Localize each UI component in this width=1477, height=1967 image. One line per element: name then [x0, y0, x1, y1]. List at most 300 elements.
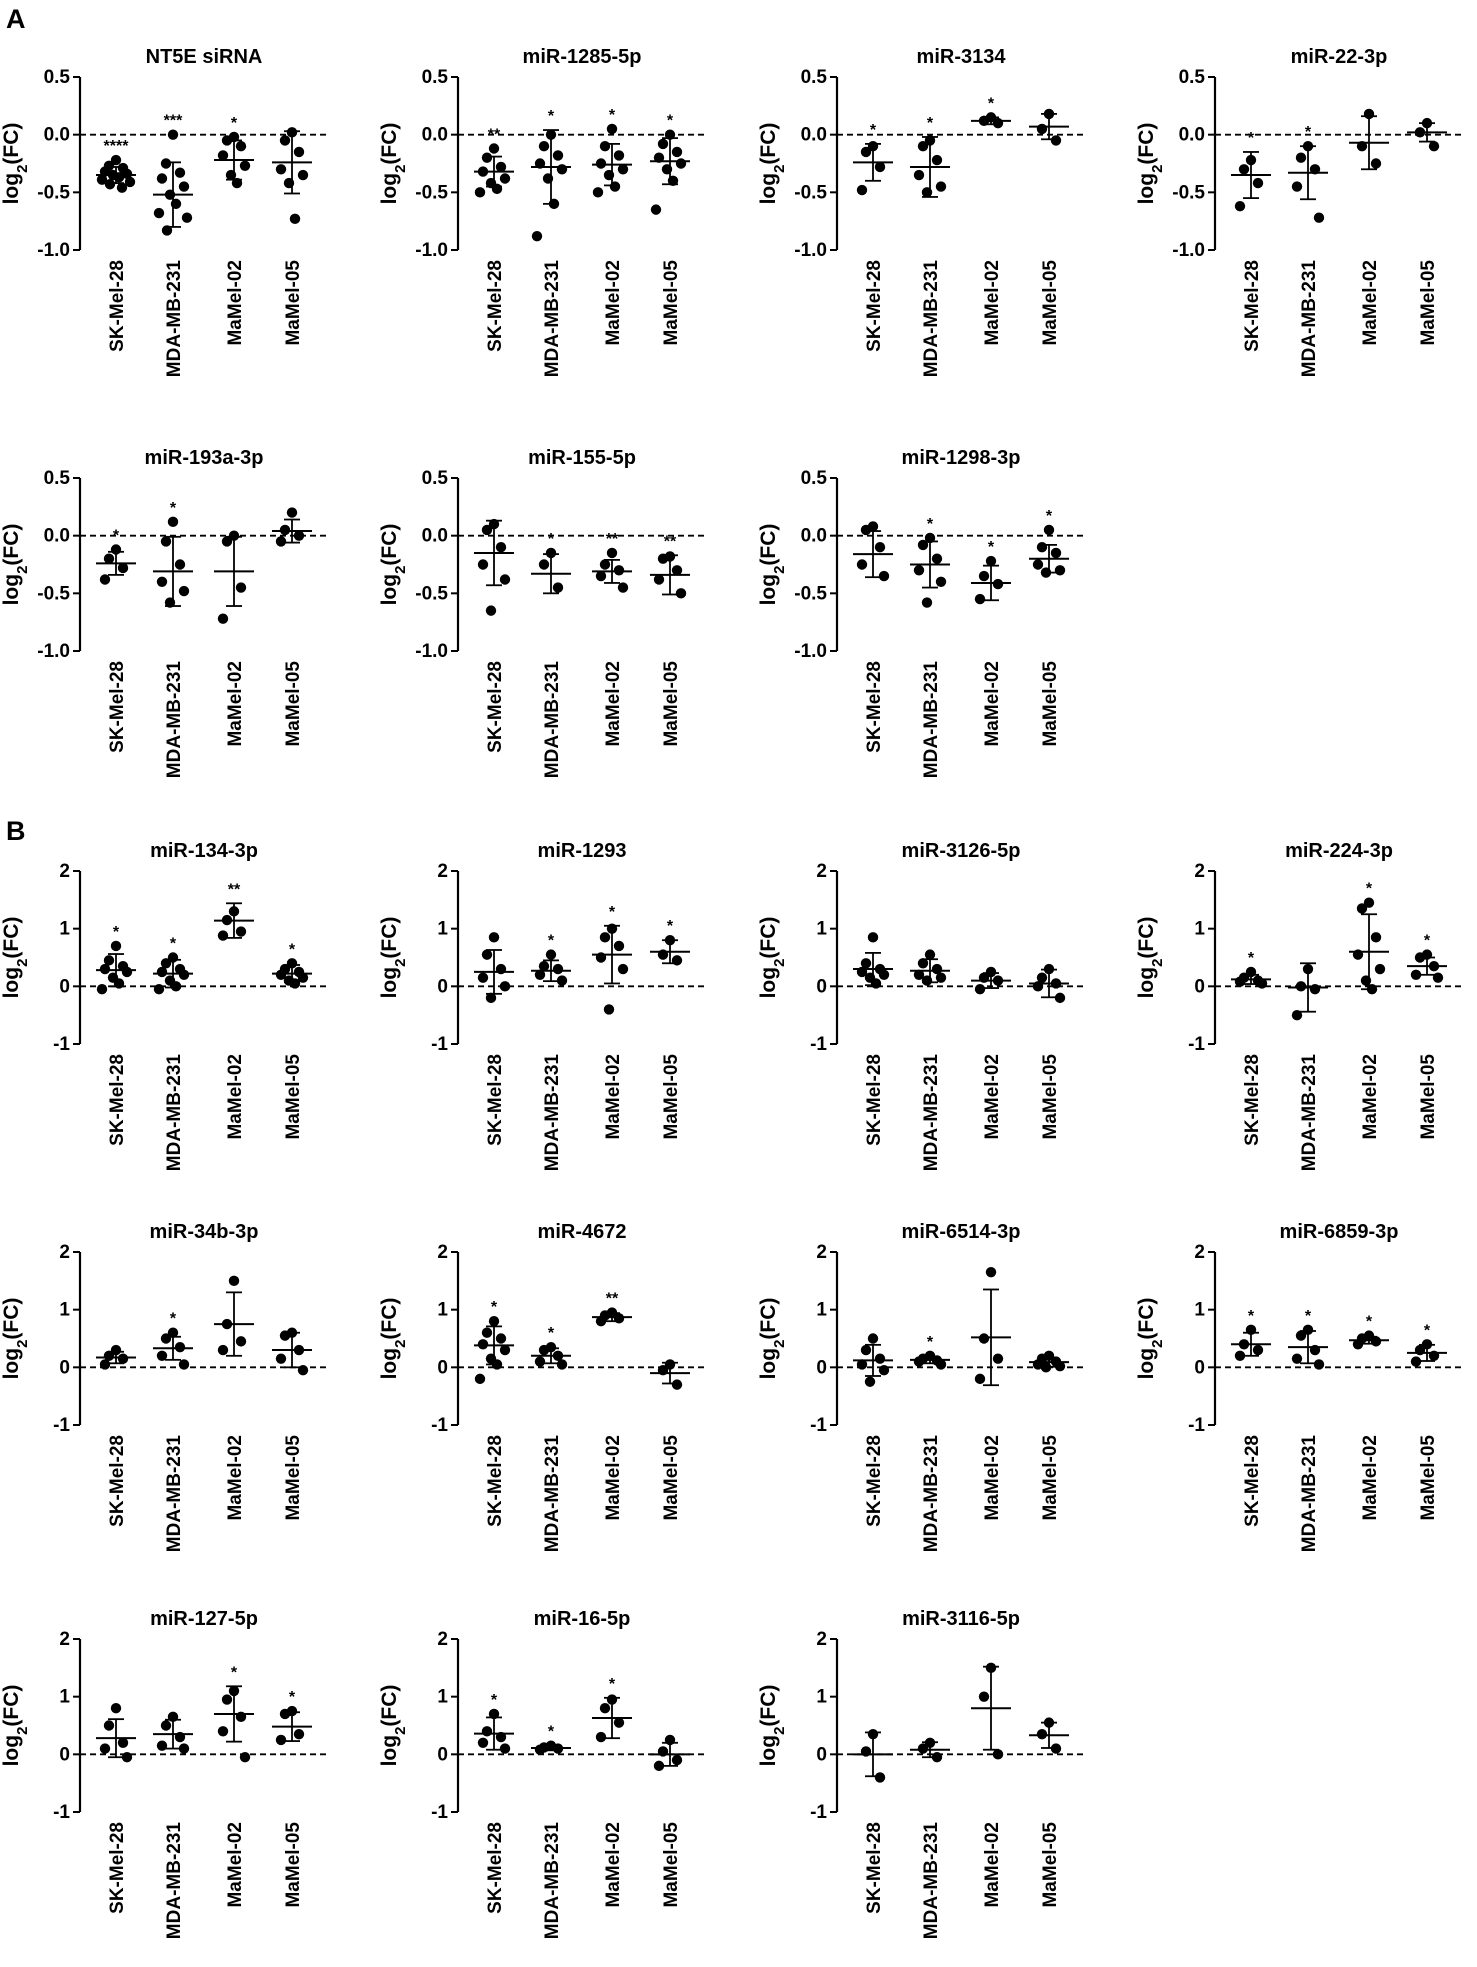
data-point	[280, 1709, 290, 1719]
data-point	[604, 1004, 614, 1014]
panel-11	[1135, 840, 1463, 1171]
significance-label: *	[547, 932, 555, 950]
data-point	[918, 1743, 928, 1753]
x-category-label: MaMel-05	[661, 1822, 682, 1908]
x-category-label: SK-Mel-28	[107, 661, 128, 753]
panel-title: miR-1293	[537, 840, 627, 862]
x-category-label: MDA-MB-231	[164, 1054, 185, 1172]
x-category-label: SK-Mel-28	[485, 661, 506, 753]
data-point	[1253, 178, 1263, 188]
data-point	[676, 158, 686, 168]
data-point	[1310, 984, 1320, 994]
data-point	[600, 932, 610, 942]
y-axis-label: $\log_2(FC)$	[757, 1297, 788, 1380]
data-point	[161, 1333, 171, 1343]
y-tick-label: 0.0	[43, 124, 70, 146]
data-point	[651, 204, 661, 214]
x-category-label: MaMel-02	[603, 1822, 624, 1908]
data-point	[539, 559, 549, 569]
significance-label: *	[490, 1691, 498, 1709]
data-point	[879, 1365, 889, 1375]
data-point	[496, 1333, 506, 1343]
data-point	[875, 1353, 885, 1363]
x-category-label: SK-Mel-28	[1242, 1054, 1263, 1146]
significance-label: ***	[163, 112, 183, 130]
data-point	[179, 970, 189, 980]
y-tick-label: -0.5	[37, 182, 70, 204]
significance-label: *	[1247, 949, 1255, 967]
y-tick-label: 2	[59, 861, 70, 882]
significance-label: *	[230, 114, 238, 132]
data-point	[161, 1720, 171, 1730]
data-point	[875, 1772, 885, 1782]
panel-title: miR-22-3p	[1290, 46, 1388, 68]
panel-18	[757, 1608, 1085, 1939]
significance-label: *	[926, 1333, 934, 1351]
significance-label: *	[666, 112, 674, 130]
data-point	[298, 170, 308, 180]
significance-label: *	[987, 95, 995, 113]
data-point	[236, 141, 246, 151]
x-category-label: SK-Mel-28	[107, 1435, 128, 1527]
x-category-label: MaMel-02	[603, 1054, 624, 1140]
data-point	[489, 1316, 499, 1326]
data-point	[218, 930, 228, 940]
y-axis-label: $\log_2(FC)$	[1135, 1297, 1166, 1380]
x-category-label: MaMel-02	[225, 1435, 246, 1521]
y-axis-label: $\log_2(FC)$	[378, 523, 409, 606]
x-category-label: MaMel-05	[1418, 1054, 1439, 1140]
data-point	[975, 594, 985, 604]
x-category-label: MaMel-05	[1040, 661, 1061, 747]
y-tick-label: -1	[53, 1802, 70, 1823]
data-point	[914, 1356, 924, 1366]
data-point	[596, 158, 606, 168]
x-category-label: SK-Mel-28	[107, 1822, 128, 1914]
panel-5	[0, 447, 328, 778]
data-point	[600, 559, 610, 569]
data-point	[1235, 201, 1245, 211]
data-point	[175, 1342, 185, 1352]
data-point	[1235, 977, 1245, 987]
significance-label: *	[547, 530, 555, 548]
data-point	[482, 949, 492, 959]
y-axis-label: $\log_2(FC)$	[757, 122, 788, 205]
panel-title: miR-16-5p	[533, 1608, 631, 1630]
x-category-label: MDA-MB-231	[1299, 1054, 1320, 1172]
panel-title: miR-155-5p	[528, 447, 636, 469]
y-tick-label: -0.5	[794, 182, 827, 204]
x-category-label: MaMel-05	[661, 661, 682, 747]
data-point	[1037, 124, 1047, 134]
x-category-label: MaMel-02	[982, 661, 1003, 747]
data-point	[1371, 1336, 1381, 1346]
data-point	[879, 970, 889, 980]
data-point	[97, 984, 107, 994]
x-category-label: MDA-MB-231	[164, 1822, 185, 1940]
data-point	[539, 1345, 549, 1355]
data-point	[478, 972, 488, 982]
data-point	[500, 173, 510, 183]
significance-label: *	[926, 515, 934, 533]
data-point	[593, 187, 603, 197]
data-point	[861, 147, 871, 157]
panel-15	[1135, 1221, 1463, 1552]
data-point	[553, 150, 563, 160]
panel-1	[0, 46, 328, 377]
x-category-label: SK-Mel-28	[1242, 1435, 1263, 1527]
y-tick-label: 0	[1194, 976, 1205, 998]
data-point	[489, 143, 499, 153]
y-tick-label: -0.5	[415, 583, 448, 605]
data-point	[168, 129, 178, 139]
significance-label: *	[608, 903, 616, 921]
panel-title: miR-1285-5p	[522, 46, 642, 68]
y-tick-label: 0	[437, 976, 448, 998]
data-point	[918, 141, 928, 151]
significance-label: *	[1365, 1313, 1373, 1331]
data-point	[557, 1359, 567, 1369]
x-category-label: MaMel-05	[661, 1435, 682, 1521]
y-tick-label: -1.0	[37, 641, 70, 662]
significance-label: *	[987, 539, 995, 557]
significance-label: *	[1365, 880, 1373, 898]
data-point	[280, 525, 290, 535]
y-axis-label: $\log_2(FC)$	[1135, 122, 1166, 205]
data-point	[614, 941, 624, 951]
y-tick-label: 0	[437, 1744, 448, 1766]
data-point	[875, 542, 885, 552]
y-tick-label: 1	[59, 918, 70, 940]
data-point	[658, 139, 668, 149]
data-point	[1375, 964, 1385, 974]
data-point	[161, 158, 171, 168]
data-point	[175, 559, 185, 569]
y-tick-label: -1.0	[415, 641, 448, 662]
x-category-label: MaMel-05	[283, 1822, 304, 1908]
x-category-label: MaMel-05	[283, 1054, 304, 1140]
y-axis-label: $\log_2(FC)$	[0, 1684, 31, 1767]
y-tick-label: 2	[59, 1629, 70, 1650]
data-point	[1314, 1359, 1324, 1369]
panel-10	[757, 840, 1085, 1171]
data-point	[276, 1353, 286, 1363]
significance-label: *	[1247, 1307, 1255, 1325]
data-point	[222, 536, 232, 546]
panel-title: miR-3134	[916, 46, 1006, 68]
x-category-label: MaMel-05	[1418, 260, 1439, 346]
x-category-label: SK-Mel-28	[485, 1054, 506, 1146]
data-point	[936, 577, 946, 587]
y-tick-label: 0.5	[421, 468, 448, 489]
data-point	[932, 155, 942, 165]
y-axis-label: $\log_2(FC)$	[378, 1684, 409, 1767]
data-point	[1292, 181, 1302, 191]
y-tick-label: 1	[59, 1299, 70, 1321]
x-category-label: MDA-MB-231	[542, 260, 563, 378]
significance-label: *	[1423, 932, 1431, 950]
significance-label: **	[227, 881, 241, 899]
y-tick-label: 2	[1194, 861, 1205, 882]
data-point	[975, 984, 985, 994]
data-point	[179, 1359, 189, 1369]
data-point	[182, 213, 192, 223]
section-label-b: B	[6, 816, 26, 846]
data-point	[1314, 213, 1324, 223]
data-point	[500, 981, 510, 991]
data-point	[614, 565, 624, 575]
y-tick-label: 1	[437, 1299, 448, 1321]
data-point	[117, 183, 127, 193]
x-category-label: SK-Mel-28	[485, 260, 506, 352]
significance-label: *	[112, 527, 120, 545]
x-category-label: SK-Mel-28	[864, 260, 885, 352]
x-category-label: MaMel-02	[982, 1054, 1003, 1140]
significance-label: *	[608, 1675, 616, 1693]
x-category-label: SK-Mel-28	[864, 661, 885, 753]
x-category-label: MDA-MB-231	[542, 1435, 563, 1553]
data-point	[607, 548, 617, 558]
data-point	[240, 161, 250, 171]
x-category-label: MaMel-05	[283, 1435, 304, 1521]
data-point	[1051, 135, 1061, 145]
significance-label: *	[169, 499, 177, 517]
data-point	[100, 964, 110, 974]
data-point	[179, 181, 189, 191]
data-point	[294, 147, 304, 157]
x-category-label: MaMel-02	[603, 1435, 624, 1521]
data-point	[489, 932, 499, 942]
y-tick-label: 2	[59, 1242, 70, 1263]
y-axis-label: $\log_2(FC)$	[1135, 916, 1166, 999]
section-label-a: A	[6, 4, 26, 34]
data-point	[222, 1694, 232, 1704]
x-category-label: MaMel-05	[1040, 1435, 1061, 1521]
panel-title: miR-193a-3p	[144, 447, 264, 469]
x-category-label: SK-Mel-28	[1242, 260, 1263, 352]
panel-title: miR-4672	[537, 1221, 627, 1243]
panel-title: miR-3116-5p	[902, 1608, 1020, 1630]
x-category-label: MaMel-05	[661, 1054, 682, 1140]
data-point	[868, 932, 878, 942]
data-point	[168, 517, 178, 527]
data-point	[618, 582, 628, 592]
panel-16	[0, 1608, 328, 1939]
data-point	[218, 1345, 228, 1355]
data-point	[979, 571, 989, 581]
x-category-label: MaMel-02	[982, 1822, 1003, 1908]
data-point	[979, 1691, 989, 1701]
y-tick-label: -1	[810, 1034, 827, 1055]
panel-9	[378, 840, 706, 1171]
data-point	[1371, 932, 1381, 942]
y-axis-label: $\log_2(FC)$	[0, 523, 31, 606]
panel-13	[378, 1221, 706, 1552]
significance-label: ****	[103, 138, 129, 156]
data-point	[218, 1726, 228, 1736]
y-axis-label: $\log_2(FC)$	[757, 916, 788, 999]
data-point	[535, 1356, 545, 1366]
y-tick-label: -1	[1188, 1415, 1205, 1436]
y-tick-label: 2	[816, 1242, 827, 1263]
y-tick-label: 1	[437, 1686, 448, 1708]
panel-title: miR-1298-3p	[901, 447, 1021, 469]
significance-label: *	[288, 1689, 296, 1707]
data-point	[1357, 903, 1367, 913]
data-point	[672, 1379, 682, 1389]
y-axis-label: $\log_2(FC)$	[757, 523, 788, 606]
x-category-label: SK-Mel-28	[485, 1822, 506, 1914]
data-point	[914, 565, 924, 575]
panel-2	[378, 46, 706, 377]
data-point	[500, 574, 510, 584]
data-point	[496, 542, 506, 552]
y-tick-label: 0.0	[421, 124, 448, 146]
panel-title: NT5E siRNA	[145, 46, 263, 68]
x-category-label: SK-Mel-28	[864, 1435, 885, 1527]
panel-title: miR-127-5p	[150, 1608, 258, 1630]
x-category-label: SK-Mel-28	[107, 260, 128, 352]
y-tick-label: -1.0	[794, 641, 827, 662]
y-tick-label: 0.0	[800, 525, 827, 547]
data-point	[868, 1333, 878, 1343]
panel-17	[378, 1608, 706, 1939]
x-category-label: MaMel-02	[225, 260, 246, 346]
x-category-label: MDA-MB-231	[921, 661, 942, 779]
data-point	[122, 967, 132, 977]
data-point	[676, 588, 686, 598]
data-point	[993, 579, 1003, 589]
x-category-label: MDA-MB-231	[921, 1822, 942, 1940]
y-tick-label: 1	[816, 918, 827, 940]
y-tick-label: -1	[431, 1415, 448, 1436]
y-tick-label: -1	[810, 1415, 827, 1436]
panel-6	[378, 447, 706, 778]
significance-label: *	[1304, 1307, 1312, 1325]
y-tick-label: 1	[816, 1299, 827, 1321]
x-category-label: MDA-MB-231	[164, 661, 185, 779]
data-point	[118, 1353, 128, 1363]
data-point	[1296, 153, 1306, 163]
data-point	[100, 574, 110, 584]
data-point	[478, 1339, 488, 1349]
y-tick-label: 0	[59, 1357, 70, 1379]
data-point	[993, 1749, 1003, 1759]
panel-12	[0, 1221, 328, 1552]
significance-label: *	[869, 121, 877, 139]
y-axis-label: $\log_2(FC)$	[0, 122, 31, 205]
x-category-label: MaMel-02	[1360, 1435, 1381, 1521]
y-axis-label: $\log_2(FC)$	[378, 1297, 409, 1380]
data-point	[294, 1729, 304, 1739]
data-point	[1296, 981, 1306, 991]
data-point	[936, 972, 946, 982]
y-tick-label: -1.0	[37, 240, 70, 261]
data-point	[936, 181, 946, 191]
panel-14	[757, 1221, 1085, 1552]
y-tick-label: 0	[816, 1357, 827, 1379]
data-point	[1429, 141, 1439, 151]
data-point	[486, 605, 496, 615]
x-category-label: MaMel-02	[225, 661, 246, 747]
y-tick-label: 2	[816, 861, 827, 882]
significance-label: **	[605, 530, 619, 548]
x-category-label: MaMel-05	[1040, 260, 1061, 346]
data-point	[861, 525, 871, 535]
data-point	[276, 1735, 286, 1745]
data-point	[1292, 1353, 1302, 1363]
panel-title: miR-6859-3p	[1279, 1221, 1399, 1243]
significance-label: **	[605, 1290, 619, 1308]
data-point	[478, 1738, 488, 1748]
significance-label: **	[663, 533, 677, 551]
data-point	[290, 214, 300, 224]
x-category-label: MaMel-02	[603, 260, 624, 346]
data-point	[607, 124, 617, 134]
x-category-label: SK-Mel-28	[107, 1054, 128, 1146]
data-point	[986, 556, 996, 566]
data-point	[922, 597, 932, 607]
data-point	[154, 208, 164, 218]
panel-3	[757, 46, 1085, 377]
data-point	[157, 173, 167, 183]
significance-label: *	[608, 106, 616, 124]
y-tick-label: 2	[437, 1242, 448, 1263]
data-point	[475, 1374, 485, 1384]
significance-label: *	[1304, 124, 1312, 142]
data-point	[276, 536, 286, 546]
y-tick-label: -1	[431, 1802, 448, 1823]
x-category-label: MDA-MB-231	[542, 661, 563, 779]
significance-label: *	[547, 1723, 555, 1741]
data-point	[236, 582, 246, 592]
y-tick-label: -0.5	[37, 583, 70, 605]
data-point	[1037, 1729, 1047, 1739]
data-point	[240, 1752, 250, 1762]
data-point	[861, 1345, 871, 1355]
x-category-label: MaMel-05	[283, 260, 304, 346]
data-point	[229, 1276, 239, 1286]
y-axis-label: $\log_2(FC)$	[757, 1684, 788, 1767]
data-point	[672, 147, 682, 157]
data-point	[280, 135, 290, 145]
data-point	[914, 170, 924, 180]
significance-label: *	[230, 1664, 238, 1682]
data-point	[157, 967, 167, 977]
y-tick-label: 0	[816, 1744, 827, 1766]
y-tick-label: -1.0	[415, 240, 448, 261]
y-tick-label: 0.5	[1178, 67, 1205, 88]
data-point	[857, 185, 867, 195]
data-point	[1037, 542, 1047, 552]
data-point	[157, 577, 167, 587]
y-tick-label: 2	[1194, 1242, 1205, 1263]
x-category-label: MDA-MB-231	[921, 260, 942, 378]
data-point	[478, 559, 488, 569]
data-point	[1296, 1330, 1306, 1340]
y-tick-label: 2	[437, 1629, 448, 1650]
data-point	[104, 1720, 114, 1730]
x-category-label: MDA-MB-231	[921, 1435, 942, 1553]
y-tick-label: -1.0	[794, 240, 827, 261]
data-point	[482, 153, 492, 163]
data-point	[993, 118, 1003, 128]
y-axis-label: $\log_2(FC)$	[378, 122, 409, 205]
data-point	[154, 984, 164, 994]
data-point	[532, 231, 542, 241]
data-point	[993, 1353, 1003, 1363]
significance-label: *	[288, 941, 296, 959]
